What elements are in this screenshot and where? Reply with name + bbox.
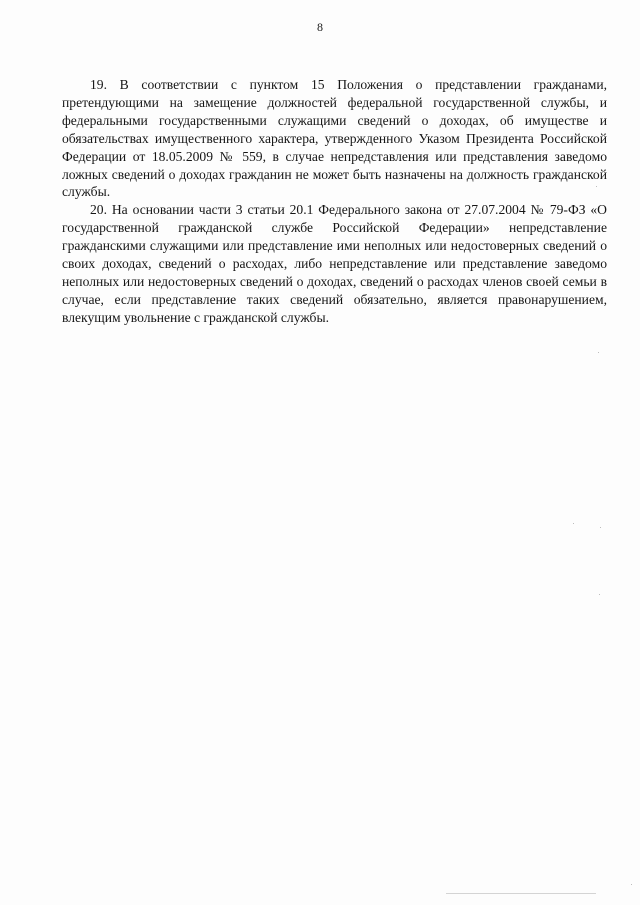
scan-artifact	[573, 523, 574, 524]
scan-artifact	[599, 594, 600, 595]
scan-artifact	[600, 527, 601, 528]
scan-artifact	[446, 893, 596, 894]
paragraph-20: 20. На основании части 3 статьи 20.1 Федерального закона от 27.07.2004 № 79-ФЗ «О государственной гражданской службе Российской Федерации» непредставление гражданскими служащими или представление ими неполных или недостоверных сведений о своих доходах, сведений о расходах, либо непредставление или представление заведомо неполных или недостоверных сведений о доходах, сведений о расходах членов своей семьи в случае, если представление таких сведений обязательно, является правонарушением, влекущим увольнение с гражданской службы.	[62, 202, 607, 325]
scan-artifact	[596, 186, 597, 187]
scan-artifact	[631, 884, 632, 885]
scan-artifact	[598, 352, 599, 353]
page-number: 8	[317, 20, 323, 34]
document-body	[62, 76, 607, 327]
paragraph-19: 19. В соответствии с пунктом 15 Положения о представлении гражданами, претендующими на замещение должностей федеральной государственной службы, и федеральными государственными служащими сведений о доходах, об имуществе и обязательствах имущественного характера, утвержденного Указом Президента Российской Федерации от 18.05.2009 № 559, в случае непредставления или представления заведомо ложных сведений о доходах гражданин не может быть назначены на должность гражданской службы.	[62, 77, 607, 200]
